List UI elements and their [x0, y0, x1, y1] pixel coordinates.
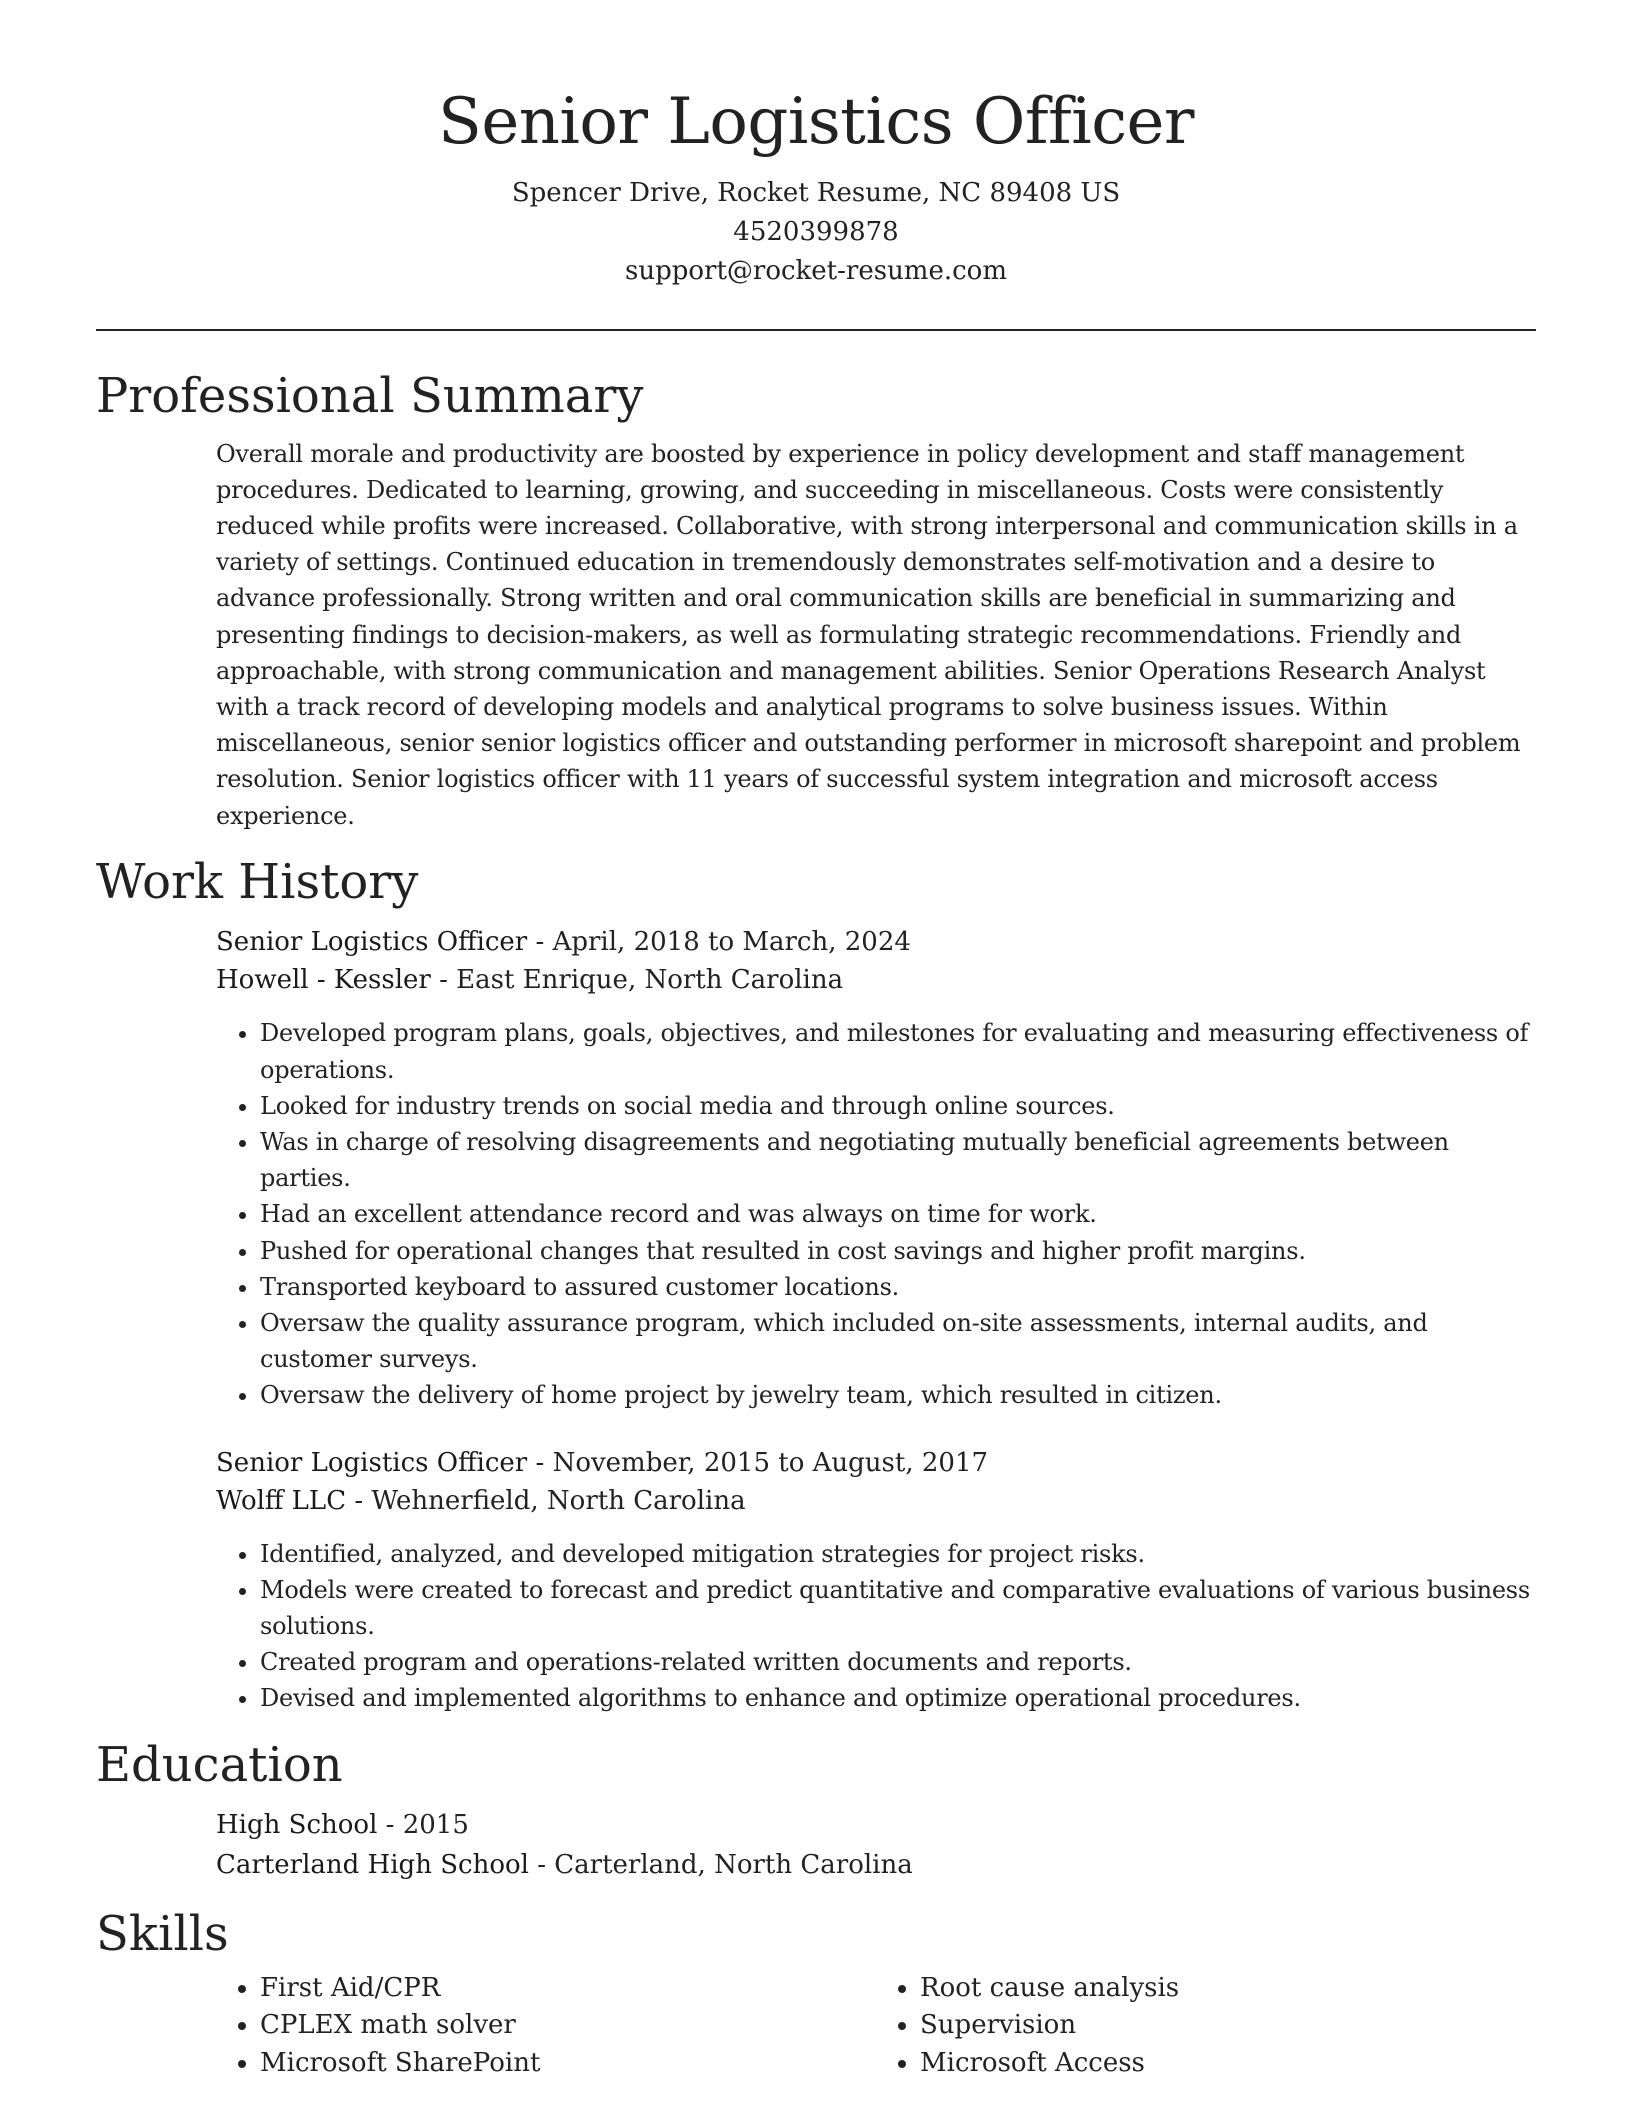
- education-degree-line: [216, 1806, 1536, 1844]
- list-item: • Was in charge of resolving disagreements and negotiating mutually beneficial agreements between parties.: [260, 1124, 1536, 1196]
- list-item: • Microsoft Access: [920, 2045, 1536, 2083]
- list-item: • Identified, analyzed, and developed mitigation strategies for project risks.: [260, 1536, 1536, 1572]
- skills-column-right: [876, 1970, 1536, 2083]
- list-item: • Transported keyboard to assured customer locations.: [260, 1269, 1536, 1305]
- job-company: Howell - Kessler: [216, 965, 431, 996]
- work-history-section: [96, 854, 1536, 1717]
- summary-text: Overall morale and productivity are boosted by experience in policy development and staff management procedures. Dedicated to learning, growing, and succeeding in miscellaneous. Costs were consistently reduced while profits were increased. Collaborative, with strong interpersonal and communication skills in a variety of settings. Continued education in tremendously demonstrates self-motivation and a desire to advance professionally. Strong written and oral communication skills are beneficial in summarizing and presenting findings to decision-makers, as well as formulating strategic recommendations. Friendly and approachable, with strong communication and management abilities. Senior Operations Research Analyst with a track record of developing models and analytical programs to solve business issues. Within miscellaneous, senior senior logistics officer and outstanding performer in microsoft sharepoint and problem resolution. Senior logistics officer with 11 years of successful system integration and microsoft access experience.: [216, 439, 1521, 830]
- list-item: • Oversaw the delivery of home project by jewelry team, which resulted in citizen.: [260, 1377, 1536, 1413]
- header-divider: [96, 329, 1536, 331]
- education-section: [96, 1737, 1536, 1885]
- contact-phone: 4520399878: [733, 217, 899, 247]
- job-title-line: [216, 923, 1536, 961]
- contact-email: support@rocket-resume.com: [624, 256, 1007, 286]
- education-degree: High School: [216, 1810, 378, 1841]
- job-dates: - November, 2015 to August, 2017: [527, 1447, 989, 1478]
- job-role: Senior Logistics Officer: [216, 927, 528, 958]
- skills-section: [96, 1906, 1536, 2082]
- education-school-line: [216, 1846, 1536, 1884]
- list-item: • Root cause analysis: [920, 1970, 1536, 2008]
- contact-address: Spencer Drive, Rocket Resume, NC 89408 US: [511, 178, 1121, 208]
- education-location: - Carterland, North Carolina: [528, 1850, 913, 1881]
- contact-block: [96, 174, 1536, 291]
- list-item: • Oversaw the quality assurance program, which included on-site assessments, internal audits, and customer surveys.: [260, 1305, 1536, 1377]
- job-bullets: [216, 1015, 1536, 1413]
- list-item: • Pushed for operational changes that resulted in cost savings and higher profit margins.: [260, 1233, 1536, 1269]
- list-item: • Models were created to forecast and predict quantitative and comparative evaluations of various business solutions.: [260, 1572, 1536, 1644]
- job-location: - Wehnerfield, North Carolina: [346, 1485, 746, 1516]
- summary-section: [96, 368, 1536, 834]
- list-item: • Supervision: [920, 2007, 1536, 2045]
- job-company-line: [216, 1482, 1536, 1520]
- skills-list: [216, 1970, 1536, 2083]
- job-bullets: [216, 1536, 1536, 1717]
- list-item: • Microsoft SharePoint: [260, 2045, 876, 2083]
- list-item: • Developed program plans, goals, objectives, and milestones for evaluating and measuring effectiveness of operations.: [260, 1015, 1536, 1087]
- job-dates: - April, 2018 to March, 2024: [527, 927, 911, 958]
- job-company-line: [216, 961, 1536, 999]
- list-item: • Had an excellent attendance record and was always on time for work.: [260, 1196, 1536, 1232]
- work-history-heading: Work History: [96, 853, 419, 910]
- education-school: Carterland High School: [216, 1850, 529, 1881]
- resume-page: [96, 0, 1536, 2082]
- list-item: • Looked for industry trends on social media and through online sources.: [260, 1088, 1536, 1124]
- list-item: • Devised and implemented algorithms to enhance and optimize operational procedures.: [260, 1680, 1536, 1716]
- job-entry: [216, 1444, 1536, 1717]
- list-item: • First Aid/CPR: [260, 1970, 876, 2008]
- resume-header: [96, 0, 1536, 291]
- list-item: • CPLEX math solver: [260, 2007, 876, 2045]
- candidate-name: Senior Logistics Officer: [437, 85, 1195, 159]
- skills-column-left: [216, 1970, 876, 2083]
- skills-heading: Skills: [96, 1906, 229, 1963]
- job-company: Wolff LLC: [216, 1485, 347, 1516]
- job-role: Senior Logistics Officer: [216, 1447, 528, 1478]
- education-heading: Education: [96, 1736, 343, 1793]
- job-entry: [216, 923, 1536, 1413]
- job-location: - East Enrique, North Carolina: [430, 965, 844, 996]
- list-item: • Created program and operations-related written documents and reports.: [260, 1644, 1536, 1680]
- job-title-line: [216, 1444, 1536, 1482]
- education-year: - 2015: [377, 1810, 469, 1841]
- summary-heading: Professional Summary: [96, 368, 644, 424]
